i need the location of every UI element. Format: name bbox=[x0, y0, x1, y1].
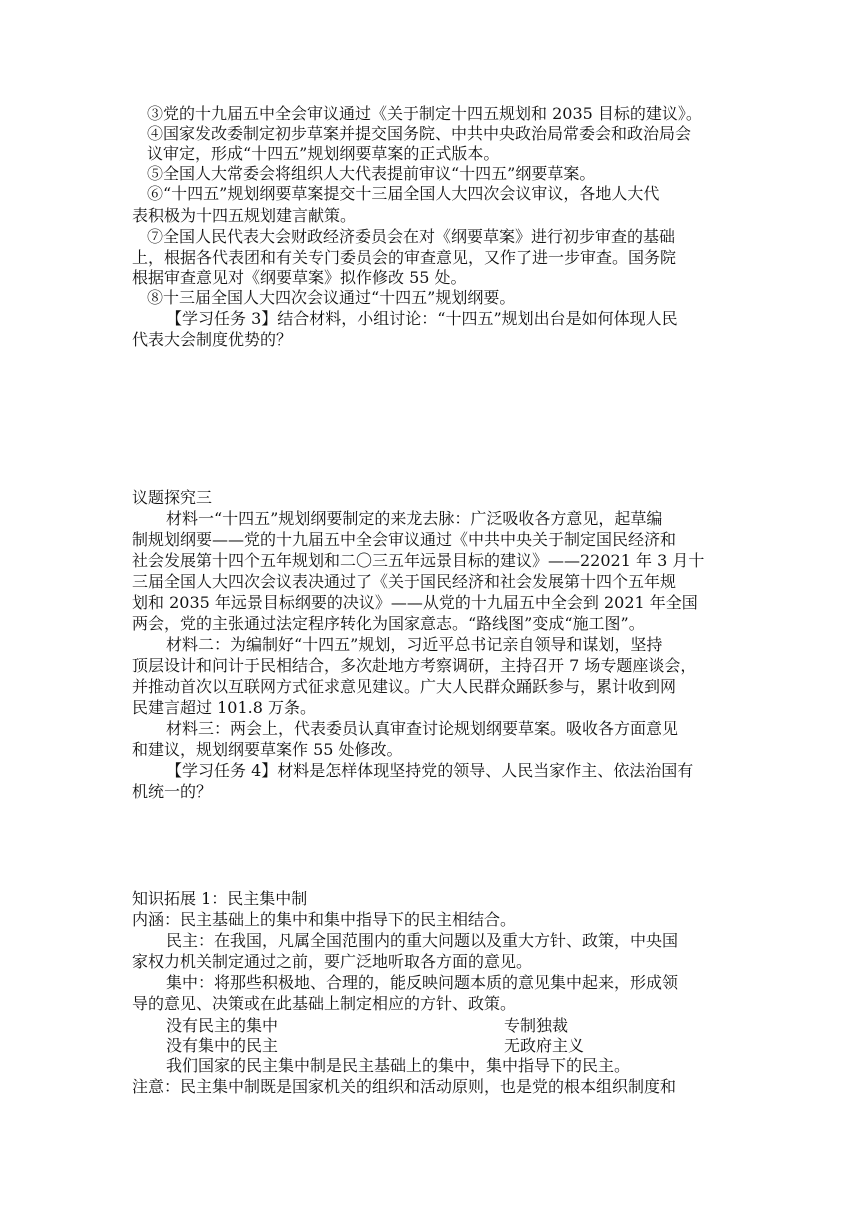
contrast-left-2: 没有集中的民主 bbox=[166, 1036, 279, 1055]
material-2-line-4: 民建言超过 101.8 万条。 bbox=[132, 698, 316, 717]
material-3-line-1: 材料三：两会上，代表委员认真审查讨论规划纲要草案。吸收各方面意见 bbox=[166, 719, 679, 738]
closing-line: 我们国家的民主集中制是民主基础上的集中，集中指导下的民主。 bbox=[166, 1056, 631, 1075]
democracy-line-2: 家权力机关制定通过之前，要广泛地听取各方面的意见。 bbox=[132, 952, 533, 971]
material-1-line-1: 材料一“十四五”规划纲要制定的来龙去脉：广泛吸收各方意见，起草编 bbox=[166, 509, 663, 528]
material-1-line-3: 社会发展第十四个五年规划和二〇三五年远景目标的建议》——22021 年 3 月十 bbox=[132, 551, 705, 570]
material-2-line-3: 并推动首次以互联网方式征求意见建议。广大人民群众踊跃参与，累计收到网 bbox=[132, 677, 677, 696]
note-line: 注意：民主集中制既是国家机关的组织和活动原则，也是党的根本组织制度和 bbox=[132, 1077, 677, 1096]
step-5-line: ⑤全国人大常委会将组织人大代表提前审议“十四五”纲要草案。 bbox=[147, 164, 596, 183]
task-4-line-2: 机统一的？ bbox=[132, 782, 213, 801]
centralism-line-1: 集中：将那些积极地、合理的，能反映问题本质的意见集中起来，形成领 bbox=[166, 973, 679, 992]
task-4-line-1: 【学习任务 4】材料是怎样体现坚持党的领导、人民当家作主、依法治国有 bbox=[166, 761, 694, 780]
contrast-row-2 bbox=[166, 1036, 776, 1056]
material-1-line-6: 两会，党的主张通过法定程序转化为国家意志。“路线图”变成“施工图”。 bbox=[132, 614, 645, 633]
step-6-line-1: ⑥“十四五”规划纲要草案提交十三届全国人大四次会议审议，各地人大代 bbox=[147, 184, 660, 203]
democracy-line-1: 民主：在我国，凡属全国范围内的重大问题以及重大方针、政策，中央国 bbox=[166, 931, 679, 950]
contrast-left-1: 没有民主的集中 bbox=[166, 1016, 279, 1035]
contrast-right-2: 无政府主义 bbox=[504, 1036, 585, 1055]
step-7-line-1: ⑦全国人民代表大会财政经济委员会在对《纲要草案》进行初步审查的基础 bbox=[147, 227, 676, 246]
step-4-line-2: 议审定，形成“十四五”规划纲要草案的正式版本。 bbox=[147, 144, 500, 163]
material-1-line-5: 划和 2035 年远景目标纲要的决议》——从党的十九届五中全会到 2021 年全国 bbox=[132, 593, 698, 612]
step-7-line-2: 上，根据各代表团和有关专门委员会的审查意见，又作了进一步审查。国务院 bbox=[132, 248, 677, 267]
step-7-line-3: 根据审查意见对《纲要草案》拟作修改 55 处。 bbox=[132, 268, 467, 287]
step-3-line: ③党的十九届五中全会审议通过《关于制定十四五规划和 2035 目标的建议》。 bbox=[147, 104, 702, 123]
section-2-heading: 议题探究三 bbox=[132, 488, 213, 507]
section-3-heading: 知识拓展 1：民主集中制 bbox=[132, 889, 308, 908]
task-3-line-2: 代表大会制度优势的？ bbox=[132, 330, 293, 349]
task-3-line-1: 【学习任务 3】结合材料，小组讨论：“十四五”规划出台是如何体现人民 bbox=[166, 309, 678, 328]
step-4-line-1: ④国家发改委制定初步草案并提交国务院、中共中央政治局常委会和政治局会 bbox=[147, 124, 692, 143]
step-8-line: ⑧十三届全国人大四次会议通过“十四五”规划纲要。 bbox=[147, 288, 516, 307]
contrast-row-1 bbox=[166, 1016, 776, 1036]
material-1-line-4: 三届全国人大四次会议表决通过了《关于国民经济和社会发展第十四个五年规 bbox=[132, 572, 677, 591]
material-2-line-1: 材料二：为编制好“十四五”规划，习近平总书记亲自领导和谋划，坚持 bbox=[166, 635, 663, 654]
contrast-right-1: 专制独裁 bbox=[504, 1016, 569, 1035]
material-3-line-2: 和建议，规划纲要草案作 55 处修改。 bbox=[132, 740, 403, 759]
connotation-line: 内涵：民主基础上的集中和集中指导下的民主相结合。 bbox=[132, 910, 517, 929]
material-2-line-2: 顶层设计和问计于民相结合，多次赴地方考察调研，主持召开 7 场专题座谈会， bbox=[132, 656, 697, 675]
step-6-line-2: 表积极为十四五规划建言献策。 bbox=[132, 206, 357, 225]
centralism-line-2: 导的意见、决策或在此基础上制定相应的方针、政策。 bbox=[132, 994, 517, 1013]
material-1-line-2: 制规划纲要——党的十九届五中全会审议通过《中共中央关于制定国民经济和 bbox=[132, 530, 677, 549]
